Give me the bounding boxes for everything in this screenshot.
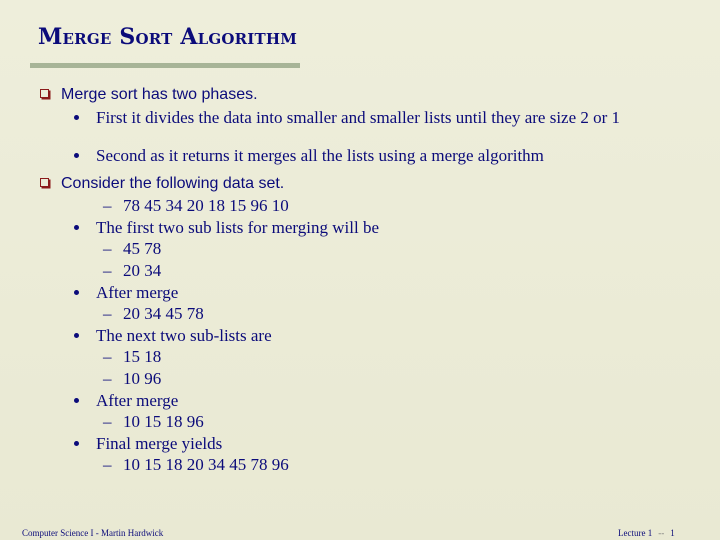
bullet-item: [103, 304, 204, 324]
footer-page-number: 1: [670, 528, 675, 538]
footer-author: Computer Science I - Martin Hardwick: [22, 528, 164, 538]
dash-bullet-icon: –: [103, 412, 112, 431]
bullet-item: [72, 283, 672, 302]
dash-bullet-icon: –: [103, 369, 112, 388]
dash-bullet-icon: –: [103, 347, 112, 366]
dot-bullet-icon: [74, 333, 79, 338]
footer-separator: --: [658, 528, 665, 538]
square-bullet-icon: [40, 89, 49, 98]
bullet-item: [103, 347, 161, 367]
dot-bullet-icon: [74, 290, 79, 295]
bullet-text: 15 18: [123, 347, 162, 366]
bullet-item: [103, 261, 161, 281]
bullet-text: Final merge yields: [96, 434, 223, 453]
bullet-text: Merge sort has two phases.: [61, 86, 258, 103]
bullet-item: [103, 239, 161, 259]
bullet-text: 10 15 18 20 34 45 78 96: [123, 455, 289, 474]
bullet-item: [103, 455, 289, 475]
footer-lecture: Lecture 1: [618, 528, 653, 538]
bullet-item: [103, 369, 161, 389]
bullet-text: After merge: [96, 391, 179, 410]
dot-bullet-icon: [74, 153, 79, 158]
bullet-item: [72, 326, 672, 345]
square-bullet-icon: [40, 178, 49, 187]
dash-bullet-icon: –: [103, 261, 112, 280]
bullet-text: Second as it returns it merges all the lists using a merge algorithm: [96, 146, 544, 165]
bullet-item: [103, 412, 204, 432]
bullet-item: [72, 218, 672, 237]
bullet-text: The first two sub lists for merging will be: [96, 218, 379, 237]
bullet-text: 10 96: [123, 369, 162, 388]
bullet-text: The next two sub-lists are: [96, 326, 272, 345]
dot-bullet-icon: [74, 225, 79, 230]
dot-bullet-icon: [74, 398, 79, 403]
bullet-item: [72, 391, 672, 410]
bullet-text: First it divides the data into smaller and smaller lists until they are size 2 or 1: [96, 108, 621, 127]
footer-page-info: [618, 528, 675, 538]
dot-bullet-icon: [74, 115, 79, 120]
slide-title: Merge Sort Algorithm: [38, 24, 298, 50]
bullet-text: 10 15 18 96: [123, 412, 204, 431]
dash-bullet-icon: –: [103, 455, 112, 474]
bullet-item: [72, 108, 672, 127]
bullet-text: 45 78: [123, 239, 162, 258]
bullet-text: 20 34: [123, 261, 162, 280]
bullet-item: [40, 175, 284, 193]
dash-bullet-icon: –: [103, 239, 112, 258]
dash-bullet-icon: –: [103, 196, 112, 215]
bullet-item: [72, 434, 672, 453]
title-underline: [30, 63, 300, 68]
bullet-item: [103, 196, 289, 216]
dot-bullet-icon: [74, 441, 79, 446]
bullet-item: [40, 86, 258, 104]
bullet-text: Consider the following data set.: [61, 175, 285, 192]
dash-bullet-icon: –: [103, 304, 112, 323]
bullet-text: 78 45 34 20 18 15 96 10: [123, 196, 289, 215]
bullet-text: 20 34 45 78: [123, 304, 204, 323]
bullet-item: [72, 146, 672, 165]
bullet-text: After merge: [96, 283, 179, 302]
